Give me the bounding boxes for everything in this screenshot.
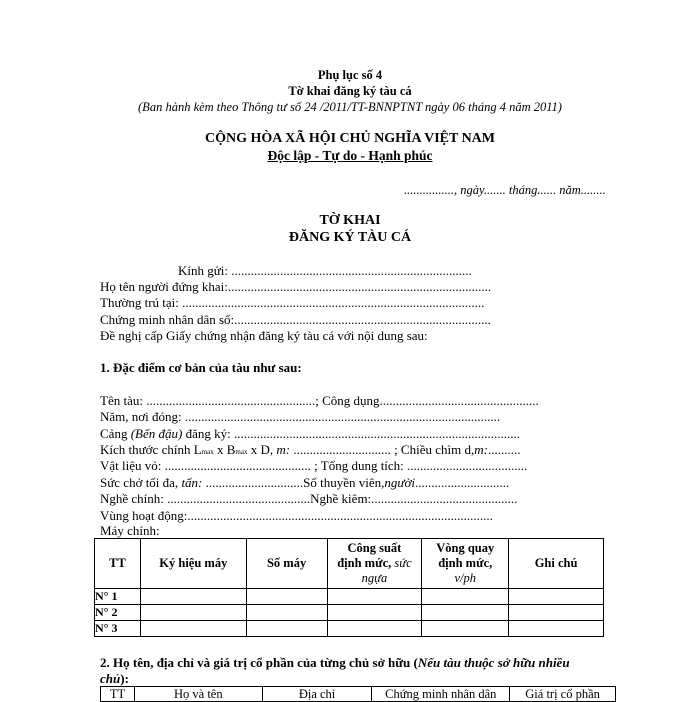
section-2-heading-note: Nếu tàu thuộc sở hữu nhiều xyxy=(417,655,570,670)
header-rated-rpm xyxy=(422,539,509,589)
residence-field: Thường trú tại: ............................................................................................. xyxy=(100,295,485,310)
cell xyxy=(327,605,422,621)
table-row xyxy=(95,605,604,621)
cell xyxy=(246,589,327,605)
cell xyxy=(327,621,422,637)
subscript-max-2: max xyxy=(235,448,248,456)
cell xyxy=(509,589,604,605)
date-line: ................, ngày....... tháng...... năm........ xyxy=(404,183,606,197)
cell xyxy=(509,605,604,621)
row-number: N° 2 xyxy=(95,605,141,621)
cell xyxy=(140,621,246,637)
unit-nguoi: người xyxy=(384,475,416,490)
issued-with-note: (Ban hành kèm theo Thông tư số 24 /2011/TT-BNNPTNT ngày 06 tháng 4 năm 2011) xyxy=(138,100,562,114)
cell xyxy=(422,605,509,621)
main-engine-label: Máy chính: xyxy=(100,523,160,538)
header-rated-power xyxy=(327,539,422,589)
row-number: N° 3 xyxy=(95,621,141,637)
country-name: CỘNG HÒA XÃ HỘI CHỦ NGHĨA VIỆT NAM xyxy=(204,131,495,146)
port-label-italic: (Bến đậu) xyxy=(130,426,183,441)
owners-header-tt: TT xyxy=(101,687,135,702)
port-dots: đăng ký: ........................................................................................ xyxy=(182,426,520,441)
dimensions-label: Kích thước chính L xyxy=(100,442,202,457)
fishing-methods-field: Nghề chính: ............................................Nghề kiêm:............................................. xyxy=(100,491,518,506)
capacity-label: Sức chở tối đa, xyxy=(100,475,182,490)
owners-table-header xyxy=(101,687,616,702)
cell xyxy=(327,589,422,605)
cell xyxy=(246,605,327,621)
unit-m: m: xyxy=(276,442,291,457)
form-name: Tờ khai đăng ký tàu cá xyxy=(288,84,412,98)
crew-dots: ............................. xyxy=(415,475,510,490)
rated-rpm-line1: Vòng quay xyxy=(436,541,495,555)
table-row xyxy=(95,589,604,605)
section-2-heading-note-cont: chủ xyxy=(100,671,121,686)
cell xyxy=(509,621,604,637)
id-number-field: Chứng minh nhân dân số:............................................................................... xyxy=(100,312,491,327)
section-2-heading xyxy=(100,655,570,671)
port-field xyxy=(100,426,520,442)
section-2-heading-end: ): xyxy=(120,671,129,686)
vessel-name-field: Tên tàu: ....................................................; Công dụng................................................. xyxy=(100,393,539,408)
crew-label: ..............................Số thuyền viên, xyxy=(202,475,385,490)
hull-material-field: Vật liệu vỏ: ............................................. ; Tổng dung tích: ..................................... xyxy=(100,458,528,473)
owners-header-id: Chứng minh nhân dân xyxy=(372,687,510,702)
owners-header-share-value: Giá trị cổ phần xyxy=(510,687,616,702)
owners-header-address: Địa chỉ xyxy=(262,687,372,702)
dimensions-b: x B xyxy=(213,442,236,457)
national-motto: Độc lập - Tự do - Hạnh phúc xyxy=(267,148,433,163)
request-statement: Đề nghị cấp Giấy chứng nhận đăng ký tàu cá với nội dung sau: xyxy=(100,328,428,343)
section-1-heading: 1. Đặc điểm cơ bản của tàu như sau: xyxy=(100,360,302,375)
section-2-heading-cont xyxy=(100,671,129,687)
rated-power-unit-a: sức xyxy=(394,556,412,570)
title-line-2: ĐĂNG KÝ TÀU CÁ xyxy=(288,230,412,245)
kinh-gui-field: Kính gửi: .......................................................................... xyxy=(178,263,472,278)
cell xyxy=(422,621,509,637)
title-line-1: TỜ KHAI xyxy=(319,213,381,228)
section-2-heading-text: 2. Họ tên, địa chỉ và giá trị cổ phần của từng chủ sở hữu ( xyxy=(100,655,418,670)
owners-header-name: Họ và tên xyxy=(134,687,262,702)
appendix-label: Phụ lục số 4 xyxy=(317,68,383,82)
unit-tan: tấn: xyxy=(181,475,203,490)
build-year-place-field: Năm, nơi đóng: ................................................................................................. xyxy=(100,409,501,424)
rated-power-unit-b: ngựa xyxy=(361,571,388,585)
applicant-name-field: Họ tên người đứng khai:................................................................................. xyxy=(100,279,492,294)
row-number: N° 1 xyxy=(95,589,141,605)
engine-table xyxy=(94,538,604,637)
capacity-field xyxy=(100,475,509,491)
header-tt: TT xyxy=(95,539,141,589)
header-engine-model: Ký hiệu máy xyxy=(140,539,246,589)
cell xyxy=(140,589,246,605)
rated-rpm-unit: v/ph xyxy=(454,571,476,585)
header-notes: Ghi chú xyxy=(509,539,604,589)
subscript-max-1: max xyxy=(201,448,214,456)
table-row xyxy=(95,621,604,637)
operating-area-field: Vùng hoạt động:.............................................................................................. xyxy=(100,508,493,523)
port-label: Cảng xyxy=(100,426,131,441)
rated-rpm-line2: định mức, xyxy=(438,556,493,570)
dimensions-d: x D, xyxy=(247,442,277,457)
draft-dots: .......... xyxy=(487,442,521,457)
cell xyxy=(140,605,246,621)
unit-m-2: m: xyxy=(474,442,488,457)
engine-table-header xyxy=(95,539,604,589)
cell xyxy=(422,589,509,605)
rated-power-line1: Công suất xyxy=(347,541,402,555)
rated-power-line2: định mức, xyxy=(337,556,395,570)
header-engine-number: Số máy xyxy=(246,539,327,589)
draft-label: .............................. ; Chiều chìm d, xyxy=(290,442,475,457)
cell xyxy=(246,621,327,637)
